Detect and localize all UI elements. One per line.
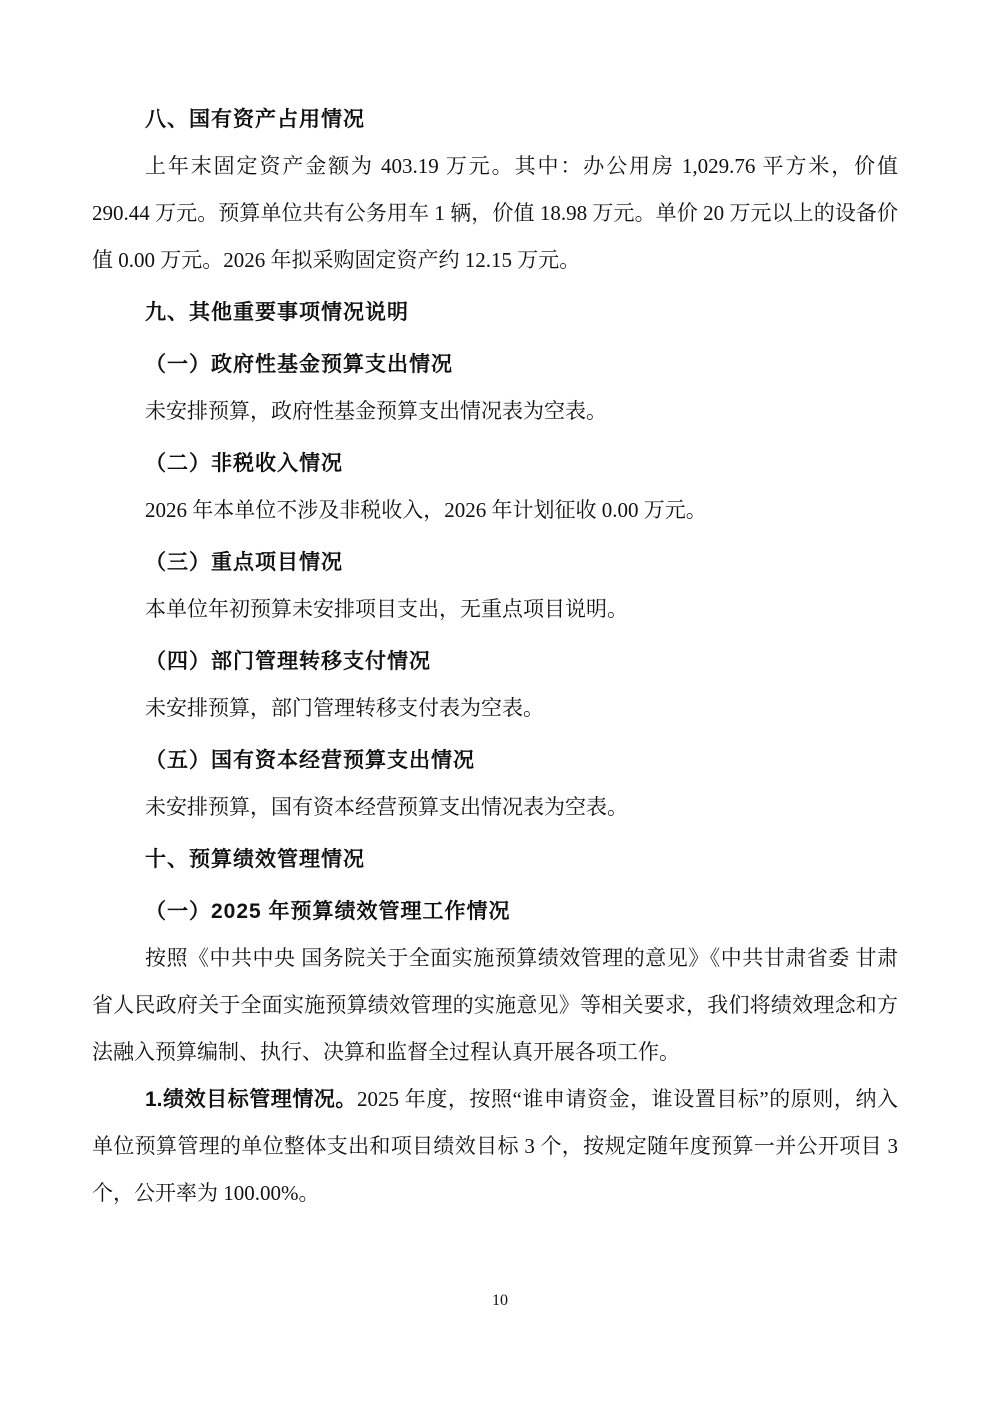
section-heading-other-important-matters: 九、其他重要事项情况说明: [145, 301, 409, 324]
document-body: [92, 96, 898, 1217]
sub-heading-government-fund-budget: （一）政府性基金预算支出情况: [145, 353, 453, 376]
paragraph-state-assets: 上年末固定资产金额为 403.19 万元。其中：办公用房 1,029.76 平方米，价值 290.44 万元。预算单位共有公务用车 1 辆，价值 18.98 万元。单价 20 万元以上的设备价值 0.00 万元。2026 年拟采购固定资产约 12.15 万元。: [92, 154, 898, 272]
sub-heading-2025-performance-management: （一）2025 年预算绩效管理工作情况: [145, 900, 511, 923]
section-heading-budget-performance: 十、预算绩效管理情况: [145, 848, 365, 871]
paragraph-performance-policy: 按照《中共中央 国务院关于全面实施预算绩效管理的意见》《中共甘肃省委 甘肃省人民政府关于全面实施预算绩效管理的实施意见》等相关要求，我们将绩效理念和方法融入预算编制、执行、决算和监督全过程认真开展各项工作。: [92, 946, 898, 1064]
sub-heading-key-projects: （三）重点项目情况: [145, 551, 343, 574]
paragraph-government-fund-budget: 未安排预算，政府性基金预算支出情况表为空表。: [145, 399, 607, 423]
sub-heading-state-capital-operation-budget: （五）国有资本经营预算支出情况: [145, 749, 475, 772]
paragraph-state-capital-operation-budget: 未安排预算，国有资本经营预算支出情况表为空表。: [145, 795, 628, 819]
page-number: 10: [492, 1292, 508, 1309]
paragraph-lead-performance-targets: 1.绩效目标管理情况。: [145, 1088, 357, 1111]
sub-heading-transfer-payments: （四）部门管理转移支付情况: [145, 650, 431, 673]
paragraph-key-projects: 本单位年初预算未安排项目支出，无重点项目说明。: [145, 597, 628, 621]
section-heading-state-assets: 八、国有资产占用情况: [145, 108, 365, 131]
paragraph-performance-targets: [92, 1076, 898, 1217]
paragraph-transfer-payments: 未安排预算，部门管理转移支付表为空表。: [145, 696, 544, 720]
paragraph-non-tax-revenue: 2026 年本单位不涉及非税收入，2026 年计划征收 0.00 万元。: [145, 498, 707, 522]
paragraph-body-performance-targets: 2025 年度，按照“谁申请资金，谁设置目标”的原则，纳入单位预算管理的单位整体支出和项目绩效目标 3 个，按规定随年度预算一并公开项目 3 个，公开率为 100.00%。: [92, 1087, 898, 1205]
sub-heading-non-tax-revenue: （二）非税收入情况: [145, 452, 343, 475]
